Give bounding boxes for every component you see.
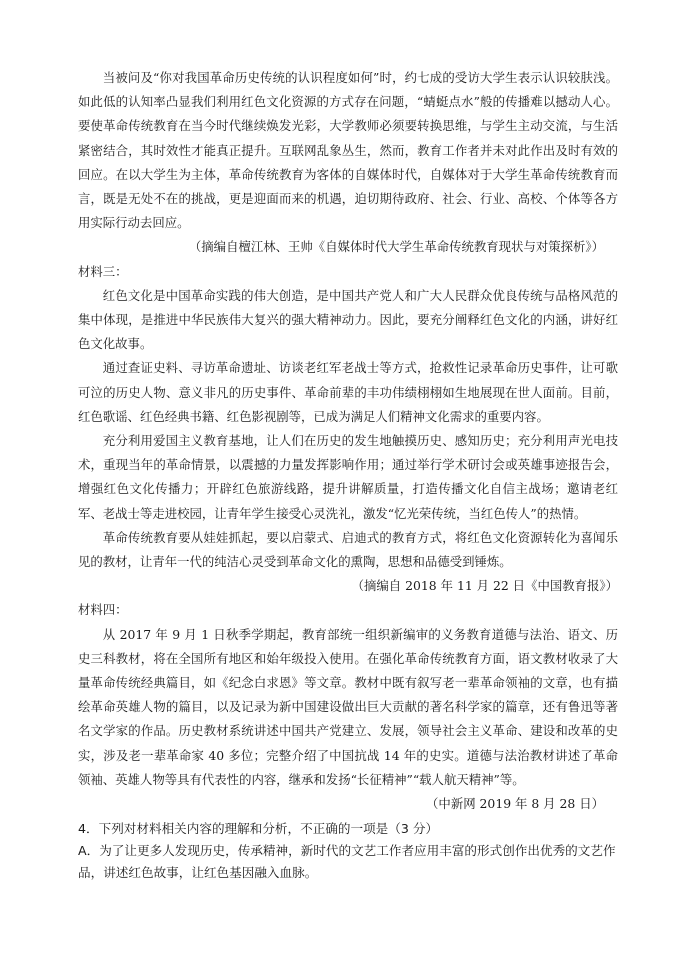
document-content <box>78 66 618 884</box>
paragraph: 通过查证史料、寻访革命遗址、访谈老红军老战士等方式，抢救性记录革命历史事件，让可歌可泣的历史人物、意义非凡的历史事件、革命前辈的丰功伟绩栩栩如生地展现在世人面前。目前，红色歌谣、红色经典书籍、红色影视剧等，已成为满足人们精神文化需求的重要内容。 <box>78 360 618 424</box>
question-option-a: A．为了让更多人发现历史，传承精神，新时代的文艺工作者应用丰富的形式创作出优秀的文艺作品，讲述红色故事，让红色基因融入血脉。 <box>78 843 616 881</box>
question-title: 4．下列对材料相关内容的理解和分析，不正确的一项是（3 分） <box>78 821 439 837</box>
source-citation: （中新网 2019 年 8 月 28 日） <box>426 796 604 812</box>
paragraph: 当被问及“你对我国革命历史传统的认识程度如何”时，约七成的受访大学生表示认识较肤浅。如此低的认知率凸显我们利用红色文化资源的方式存在问题，“蜻蜓点水”般的传播难以撼动人心。要使革命传统教育在当今时代继续焕发光彩，大学教师必须要转换思维，与学生主动交流，与生活紧密结合，其时效性才能真正提升。互联网乱象丛生，然而，教育工作者并未对此作出及时有效的回应。在以大学生为主体，革命传统教育为客体的自媒体时代，自媒体对于大学生革命传统教育而言，既是无处不在的挑战，更是迎面而来的机遇，迫切期待政府、社会、行业、高校、个体等各方用实际行动去回应。 <box>78 70 618 231</box>
material-heading: 材料四： <box>78 602 128 618</box>
paragraph: 充分利用爱国主义教育基地，让人们在历史的发生地触摸历史、感知历史；充分利用声光电技术，重现当年的革命情景，以震撼的力量发挥影响作用；通过举行学术研讨会或英雄事迹报告会，增强红色文化传播力；开辟红色旅游线路，提升讲解质量，打造传播文化自信主战场；邀请老红军、老战士等走进校园，让青年学生接受心灵洗礼，激发“忆光荣传统，当红色传人”的热情。 <box>78 433 618 521</box>
paragraph: 革命传统教育要从娃娃抓起，要以启蒙式、启迪式的教育方式，将红色文化资源转化为喜闻乐见的教材，让青年一代的纯洁心灵受到革命文化的熏陶，思想和品德受到锤炼。 <box>78 529 618 570</box>
source-citation: （摘编自 2018 年 11 月 22 日《中国教育报》） <box>351 578 618 594</box>
material-heading: 材料三： <box>78 263 128 279</box>
paragraph: 红色文化是中国革命实践的伟大创造，是中国共产党人和广大人民群众优良传统与品格风范的集中体现，是推进中华民族伟大复兴的强大精神动力。因此，要充分阐释红色文化的内涵，讲好红色文化故事。 <box>78 287 618 352</box>
source-citation: （摘编自檀江林、王帅《自媒体时代大学生革命传统教育现状与对策探析》） <box>188 239 604 255</box>
paragraph: 从 2017 年 9 月 1 日秋季学期起，教育部统一组织新编审的义务教育道德与法治、语文、历史三科教材，将在全国所有地区和始年级投入使用。在强化革命传统教育方面，语文教材收录了大量革命传统经典篇目，如《纪念白求恩》等文章。教材中既有叙写老一辈革命领袖的文章，也有描绘革命英雄人物的篇目，以及记录为新中国建设做出巨大贡献的著名科学家的篇章，还有鲁迅等著名文学家的作品。历史教材系统讲述中国共产党建立、发展，领导社会主义革命、建设和改革的史实，涉及老一辈革命家 40 多位；完整介绍了中国抗战 14 年的史实。道德与法治教材讲述了革命领袖、英雄人物等具有代表性的内容，继承和发扬“长征精神”“载人航天精神”等。 <box>78 626 618 787</box>
